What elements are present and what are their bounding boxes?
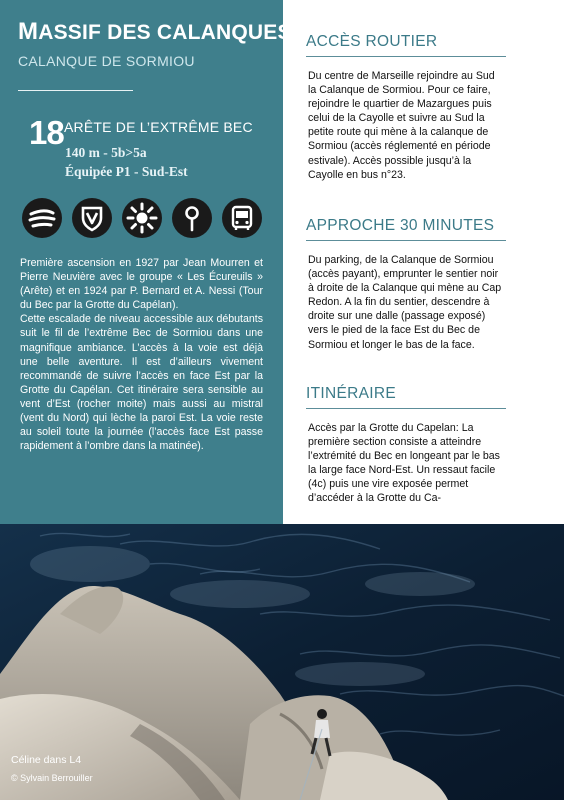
title-rest: ASSIF DES CALANQUES: [38, 21, 292, 44]
itinerary-text: Accès par la Grotte du Capelan: La première section consiste a atteindre l’extrémité du Bec en longeant par le bas la large face Nord-Est. Un ressaut facile (4c) puis une vire exposée permet d’accéder à la Grotte du Ca-: [308, 422, 500, 505]
route-equipment: Équipée P1 - Sud-Est: [65, 164, 188, 179]
route-grade: 140 m - 5b>5a: [65, 145, 147, 160]
photo-caption: Céline dans L4: [11, 754, 82, 766]
itinerary-divider: [306, 408, 506, 409]
access-text: Du centre de Marseille rejoindre au Sud la Calanque de Sormiou. Pour ce faire, rejoindre le quartier de Mazargues puis celui de la Cayolle et suivre au Sud la petite route qui mène à la calanque de Sormiou (accès réglementé en période estivale). Accès possible jusqu’à la Cayolle en bus n°23.: [308, 70, 495, 181]
sun-icon: [122, 198, 162, 238]
approach-divider: [306, 240, 506, 241]
page-subtitle: CALANQUE DE SORMIOU: [18, 53, 195, 69]
cliff-photo: [0, 524, 564, 800]
photo-credit: © Sylvain Berrouiller: [11, 773, 93, 783]
bus-icon: [222, 198, 262, 238]
title-initial: M: [18, 18, 39, 45]
approach-heading: APPROCHE 30 MINUTES: [306, 217, 495, 234]
route-number: 18: [29, 114, 64, 151]
description-paragraph: Cette escalade de niveau accessible aux débutants suit le fil de l’extrême Bec de Sormiou dans une magnifique ambiance. L’accès à la voie est déjà une belle aventure. Il est d’ailleurs vivement recommandé de suivre l’accès en face Est par la Grotte du Capélan. Cet itinéraire sera sensible au vent d’Est (rocher moite) mais aussi au mistral (vent du Nord) qui lèche la paroi Est. La voie reste au soleil toute la journée (l’accès face Est passe rapidement à l’ombre dans la matinée).: [20, 313, 263, 453]
approach-text: Du parking, de la Calanque de Sormiou (accès payant), emprunter le sentier noir à droite de la Calanque qui mène au Cap Redon. A la fin du sentier, descendre à droite sur une dalle (passage exposé) vers le pied de la face Est du Bec de Sormiou et longer le bas de la face.: [308, 254, 502, 351]
route-icons: [22, 198, 272, 240]
access-divider: [306, 56, 506, 57]
route-description: [20, 256, 263, 453]
wind-icon: [22, 198, 62, 238]
access-heading: ACCÈS ROUTIER: [306, 33, 438, 50]
itinerary-heading: ITINÉRAIRE: [306, 385, 396, 402]
history-paragraph: Première ascension en 1927 par Jean Mourren et Pierre Neuvière avec le groupe « Les Écureuils » (Arête) et en 1924 par P. Bernard et A. Nessi (Tour du Bec par la Grotte du Capélan).: [20, 257, 263, 312]
route-name: ARÊTE DE L’EXTRÊME BEC: [64, 119, 253, 135]
shield-icon: [72, 198, 112, 238]
viewpoint-icon: [172, 198, 212, 238]
route-info-panel: [0, 0, 292, 524]
title-divider: [18, 90, 133, 91]
page-title: [18, 18, 292, 46]
